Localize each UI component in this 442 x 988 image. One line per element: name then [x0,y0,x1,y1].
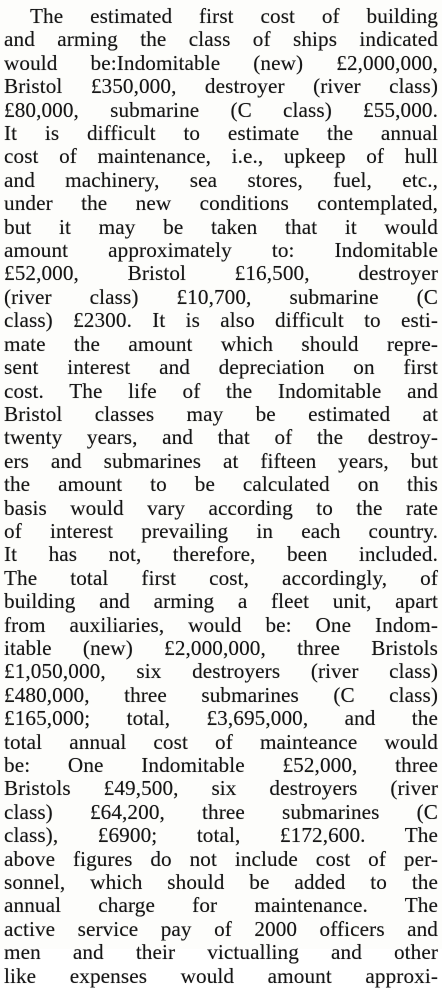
article-line: above figures do not include cost of per- [4,846,438,871]
article-line: (river class) £10,700, submarine (C [4,284,438,309]
article-line: be: One Indomitable £52,000, three [4,753,438,777]
article-line: cost of maintenance, i.e., upkeep of hull [4,144,438,169]
article-line: under the new conditions contemplated, [4,191,438,216]
article-line: cost. The life of the Indomitable and [4,378,438,403]
article-line: of interest prevailing in each country. [4,518,438,543]
article-line: amount approximately to: Indomitable [4,238,438,263]
article-line: annual charge for maintenance. The [4,893,438,918]
article-line: £80,000, submarine (C class) £55,000. [4,97,438,122]
article-line: building and arming a fleet unit, apart [4,589,438,614]
article-line: £1,050,000, six destroyers (river class) [4,659,438,684]
article-line: class), £6900; total, £172,600. The [4,823,438,848]
article-line: mate the amount which should repre- [4,331,438,356]
article-line: would be:Indomitable (new) £2,000,000, [4,50,438,75]
article-line: sonnel, which should be added to the [4,870,438,895]
article-line: ers and submarines at fifteen years, but [4,448,438,473]
article-line: The total first cost, accordingly, of [4,565,438,590]
article-line: Bristol classes may be estimated at [4,401,438,426]
article-line: sent interest and depreciation on first [4,355,438,380]
article-line: The estimated first cost of building [30,4,438,28]
article-line: and arming the class of ships indicated [4,27,438,52]
article-line: £480,000, three submarines (C class) [4,682,438,707]
article-line: Bristol £350,000, destroyer (river class) [4,74,438,99]
article-line: class) £64,200, three submarines (C [4,799,438,824]
article-line: like expenses would amount approxi- [4,963,438,988]
article-line: twenty years, and that of the destroy- [4,425,438,450]
article-line: from auxiliaries, would be: One Indom- [4,612,438,637]
article-line: but it may be taken that it would [4,214,438,239]
article-line: basis would vary according to the rate [4,495,438,520]
article-body [4,5,438,988]
article-line: and machinery, sea stores, fuel, etc., [4,167,438,192]
article-line: total annual cost of mainteance would [4,729,438,754]
article-line: the amount to be calculated on this [4,472,438,497]
article-line: itable (new) £2,000,000, three Bristols [4,635,438,660]
article-line: class) £2300. It is also difficult to esti- [4,308,438,333]
article-line: It is difficult to estimate the annual [4,121,438,146]
article-line: £52,000, Bristol £16,500, destroyer [4,261,438,286]
article-line: men and their victualling and other [4,940,438,965]
article-line: It has not, therefore, been included. [4,542,438,567]
article-line: £165,000; total, £3,695,000, and the [4,706,438,731]
article-line: Bristols £49,500, six destroyers (river [4,776,438,801]
article-line: active service pay of 2000 officers and [4,916,438,941]
